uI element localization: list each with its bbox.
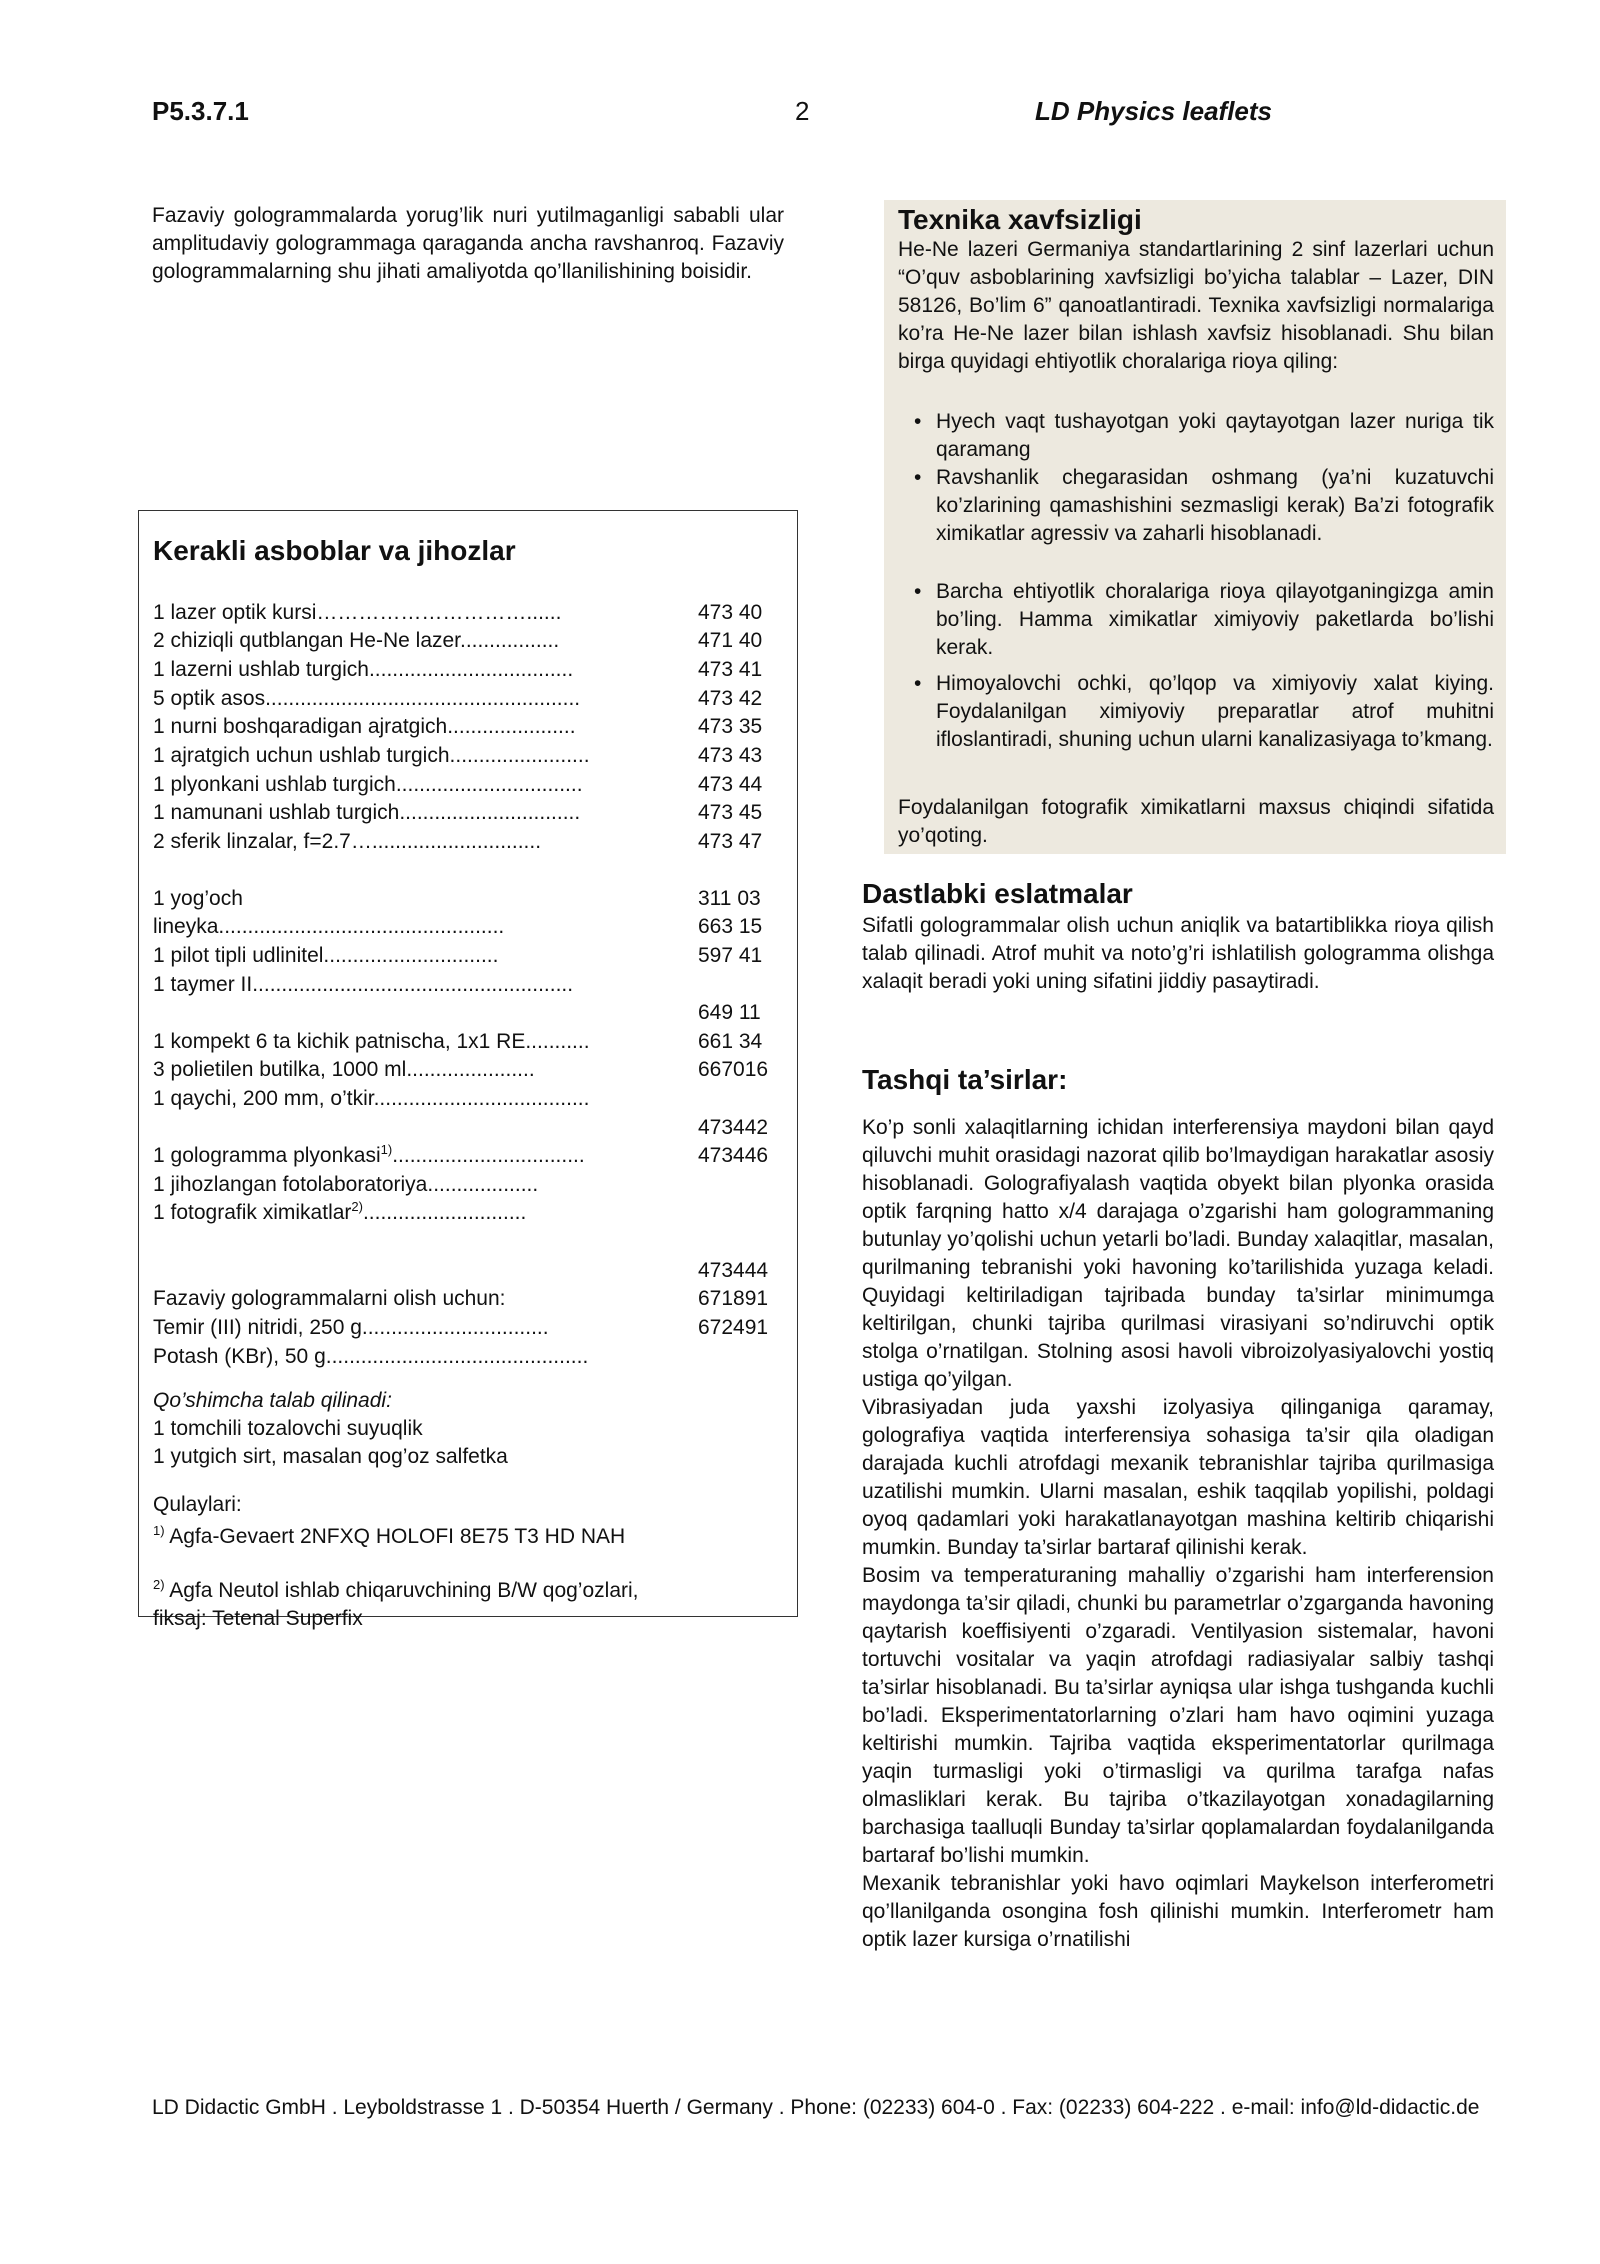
- notes-title: Qulaylari:: [153, 1493, 242, 1516]
- footnote-mark: 2): [351, 1199, 363, 1214]
- equipment-box: [138, 510, 798, 1630]
- catalog-number: 473444: [698, 1259, 769, 1282]
- catalog-number: 473 45: [698, 801, 763, 824]
- equipment-row: [153, 828, 793, 856]
- equipment-row: [153, 685, 793, 713]
- catalog-number: 473 47: [698, 830, 763, 853]
- equipment-row: [153, 1028, 793, 1056]
- catalog-number: 597 41: [698, 944, 763, 967]
- equipment-label: 2 chiziqli qutblangan He-Ne lazer.................: [153, 629, 560, 652]
- intro-paragraph: Fazaviy gologrammalarda yorug’lik nuri yutilmaganligi sababli ular amplitudaviy gologrammaga qaraganda ancha ravshanroq. Fazaviy gologrammalarning shu jihati amaliyotda qo’llanilishining boisidir.: [152, 204, 784, 283]
- document-code: P5.3.7.1: [152, 96, 249, 126]
- catalog-number: 672491: [698, 1316, 769, 1339]
- equipment-label: 5 optik asos......................................................: [153, 687, 581, 710]
- equipment-row: [153, 913, 793, 941]
- equipment-label: Potash (KBr), 50 g.............................................: [153, 1345, 589, 1368]
- catalog-number: 473446: [698, 1144, 769, 1167]
- equipment-label: 1 jihozlangan fotolaboratoriya...................: [153, 1173, 539, 1196]
- catalog-number: 663 15: [698, 915, 763, 938]
- equipment-label: 1 yog’och: [153, 887, 243, 910]
- catalog-number: 471 40: [698, 629, 763, 652]
- catalog-number: 473 43: [698, 744, 763, 767]
- equipment-row: [153, 885, 793, 913]
- equipment-row: [153, 742, 793, 770]
- catalog-number: 661 34: [698, 1030, 763, 1053]
- equipment-row: [153, 1056, 793, 1084]
- equipment-row: [153, 1257, 793, 1285]
- safety-title: Texnika xavfsizligi: [898, 204, 1142, 235]
- equipment-label: 1 plyonkani ushlab turgich................................: [153, 773, 583, 796]
- catalog-number: 671891: [698, 1287, 769, 1310]
- equipment-label: 1 pilot tipli udlinitel..............................: [153, 944, 499, 967]
- catalog-number: 473 44: [698, 773, 763, 796]
- equipment-label: 1 gologramma plyonkasi$^{1)}$.................................: [153, 1142, 585, 1167]
- catalog-number: 649 11: [698, 1001, 761, 1024]
- equipment-row: [153, 771, 793, 799]
- bullet-icon: •: [914, 580, 922, 603]
- footnote-mark: 2): [153, 1577, 165, 1592]
- equipment-row: [153, 1343, 793, 1371]
- external-paragraph: Vibrasiyadan juda yaxshi izolyasiya qilinganiga qaramay, golografiya vaqtida interferensiya sohasiga ta’sir qila oladigan darajada kuchli atrofdagi mexanik tebranishlar tajriba qurilmasiga uzatilishi mumkin. Ularni masalan, eshik taqqilab yopilishi, poldagi oyoq qadamlari yoki harakatlanayotgan mashina keltirib chiqarishi mumkin. Bunday ta’sirlar bartaraf qilinishi kerak.: [862, 1396, 1494, 1559]
- equipment-label: 2 sferik linzalar, f=2.7….............................: [153, 830, 542, 853]
- catalog-number: 473 42: [698, 687, 763, 710]
- footer-address: LD Didactic GmbH . Leyboldstrasse 1 . D-50354 Huerth / Germany . Phone: (02233) 604-0 . Fax: (02233) 604-222 . e-mail: info@ld-didactic.de: [152, 2096, 1480, 2119]
- equipment-row: [153, 1142, 793, 1170]
- external-title: Tashqi ta’sirlar:: [862, 1064, 1068, 1095]
- safety-intro: He-Ne lazeri Germaniya standartlarining 2 sinf lazerlari uchun “O’quv asboblarining xavfsizligi bo’yicha talablar – Lazer, DIN 58126, Bo’lim 6” qanoatlantiradi. Texnika xavfsizligi normalariga ko’ra He-Ne lazer bilan ishlash xavfsiz hisoblanadi. Shu bilan birga quyidagi ehtiyotlik choralariga rioya qiling:: [898, 238, 1494, 373]
- bullet-icon: •: [914, 466, 922, 489]
- equipment-label: 3 polietilen butilka, 1000 ml......................: [153, 1058, 535, 1081]
- footnote: $^{1)}$ Agfa-Gevaert 2NFXQ HOLOFI 8E75 T3 HD NAH: [153, 1523, 626, 1548]
- equipment-row: [153, 999, 793, 1027]
- equipment-label: 1 nurni boshqaradigan ajratgich......................: [153, 715, 576, 738]
- equipment-label: 1 lazer optik kursi…………………………......: [153, 601, 562, 624]
- equipment-row: [153, 1171, 793, 1199]
- prelim-paragraph: Sifatli gologrammalar olish uchun aniqlik va batartiblikka rioya qilish talab qilinadi. Atrof muhit va noto’g’ri ishlatilish gologramma olishga xalaqit beradi yoki uning sifatini jiddiy pasaytiradi.: [862, 914, 1494, 993]
- prelim-title: Dastlabki eslatmalar: [862, 878, 1133, 909]
- equipment-row: [153, 713, 793, 741]
- equipment-label: 1 taymer II.......................................................: [153, 973, 574, 996]
- equipment-label: lineyka.................................................: [153, 915, 505, 938]
- external-paragraph: Ko’p sonli xalaqitlarning ichidan interferensiya maydoni bilan qayd qiluvchi muhit orasidagi nazorat qilib bo’lmaydigan harakatlar asosiy hisoblanadi. Golografiyalash vaqtida obyekt bilan plyonka orasida optik farqning hatto x/4 darajaga o’zgarishi ham gologrammaning butunlay yo’qolishi uchun yetarli bo’ladi. Bunday xalaqitlar, masalan, qurilmaning tebranishi yoki havoning ko’tarilishida yuzaga keladi. Quyidagi keltiriladigan tajribada bunday ta’sirlar minimumga keltirilgan, chunki tajriba qurilmasi virasiyani so’ndiruvchi optik stolga o’rnatilgan. Stolning asosi havoli vibroizolyasiyalovchi yostiq ustiga qo’yilgan.: [862, 1116, 1494, 1391]
- external-text: [862, 1114, 1494, 1954]
- catalog-number: 473 41: [698, 658, 763, 681]
- external-paragraph: Bosim va temperaturaning mahalliy o’zgarishi ham interferension maydonga ta’sir qiladi, chunki bu parametrlar o’zgarganda havoning qaytarish koeffisiyenti o’zgaradi. Ventilyasion sistemalar, havoni tortuvchi vositalar va yaqin atrofdagi radiasiyalar salbiy tashqi ta’sirlar hisoblanadi. Bu ta’sirlar ayniqsa ular ishga tushganda kuchli bo’ladi. Eksperimentatorlarning o’zlari ham havo oqimini yuzaga keltirishi mumkin. Tajriba vaqtida eksperimentatorlar qurilmaga yaqin turmasligi yoki o’tirmasligi va qurilma tarafga nafas olmasliklari kerak. Bu tajriba o’tkazilayotgan xonadagilarning barchasiga taalluqli Bunday ta’sirlar qoplamalardan foydalanilganda bartaraf bo’lishi mumkin.: [862, 1564, 1494, 1867]
- footnote: $^{2)}$ Agfa Neutol ishlab chiqaruvchining B/W qog’ozlari, fiksaj: Tetenal Superfix: [153, 1577, 639, 1630]
- equipment-row: [153, 1114, 793, 1142]
- equipment-row: [153, 599, 793, 627]
- additional-title: Qo’shimcha talab qilinadi:: [153, 1389, 392, 1412]
- equipment-row: [153, 656, 793, 684]
- catalog-number: 473442: [698, 1116, 769, 1139]
- equipment-label: 1 namunani ushlab turgich...............................: [153, 801, 581, 824]
- equipment-label: Temir (III) nitridi, 250 g................................: [153, 1316, 549, 1339]
- equipment-row: [153, 942, 793, 970]
- catalog-number: 667016: [698, 1058, 769, 1081]
- catalog-number: 311 03: [698, 887, 761, 910]
- safety-box: Texnika xavfsizligi He-Ne lazeri Germaniya standartlarining 2 sinf lazerlari uchun “O’quv asboblarining xavfsizligi bo’yicha talablar – Lazer, DIN 58126, Bo’lim 6” qanoatlantiradi. Texnika xavfsizligi normalariga ko’ra He-Ne lazer bilan ishlash xavfsiz hisoblanadi. Shu bilan birga quyidagi ehtiyotlik choralariga rioya qiling: • Hyech vaqt tushayotgan yoki qaytayotgan lazer nuriga tik qaramang • Ravshanlik chegarasidan oshmang (ya’ni kuzatuvchi ko’zlarining qamashishini sezmasligi kerak) Ba’zi fotografik ximikatlar agressiv va zaharli hisoblanadi. • Barcha ehtiyotlik choralariga rioya qilayotganingizga amin bo’ling. Hamma ximikatlar ximiyoviy paketlarda bo’lishi kerak. • Himoyalovchi ochki, qo’lqop va ximiyoviy xalat kiying. Foydalanilgan ximiyoviy preparatlar atrof muhitni ifloslantiradi, shuning uchun ularni kanalizasiyaga to’kmang. Foydalanilgan fotografik ximikatlarni maxsus chiqindi sifatida yo’qoting.: [884, 200, 1506, 854]
- equipment-row: [153, 1285, 793, 1313]
- equipment-label: 1 kompekt 6 ta kichik patnischa, 1x1 RE...........: [153, 1030, 590, 1053]
- safety-outro: Foydalanilgan fotografik ximikatlarni maxsus chiqindi sifatida yo’qoting.: [898, 796, 1494, 847]
- bullet-icon: •: [914, 410, 922, 433]
- equipment-row: [153, 971, 793, 999]
- equipment-row: [153, 627, 793, 655]
- equipment-label: 1 fotografik ximikatlar$^{2)}$............................: [153, 1199, 527, 1224]
- equipment-label: 1 lazerni ushlab turgich...................................: [153, 658, 574, 681]
- page-number: 2: [795, 96, 810, 126]
- footnote-mark: 1): [153, 1523, 165, 1538]
- equipment-label: Fazaviy gologrammalarni olish uchun:: [153, 1287, 506, 1310]
- bullet-icon: •: [914, 672, 922, 695]
- additional-item: 1 yutgich sirt, masalan qog’oz salfetka: [153, 1445, 508, 1468]
- equipment-label: 1 ajratgich uchun ushlab turgich........................: [153, 744, 590, 767]
- external-paragraph: Mexanik tebranishlar yoki havo oqimlari Maykelson interferometri qo’llanilganda osongina fosh qilinishi mumkin. Interferometr ham optik lazer kursiga o’rnatilishi: [862, 1872, 1494, 1951]
- additional-item: 1 tomchili tozalovchi suyuqlik: [153, 1417, 423, 1440]
- publication-title: LD Physics leaflets: [1035, 96, 1272, 126]
- equipment-title: Kerakli asboblar va jihozlar: [153, 535, 516, 566]
- equipment-label: 1 qaychi, 200 mm, o’tkir.....................................: [153, 1087, 590, 1110]
- equipment-row: [153, 1199, 793, 1227]
- equipment-row: [153, 1314, 793, 1342]
- equipment-row: [153, 799, 793, 827]
- catalog-number: 473 35: [698, 715, 763, 738]
- footnote-mark: 1): [380, 1142, 393, 1157]
- catalog-number: 473 40: [698, 601, 763, 624]
- equipment-row: [153, 1085, 793, 1113]
